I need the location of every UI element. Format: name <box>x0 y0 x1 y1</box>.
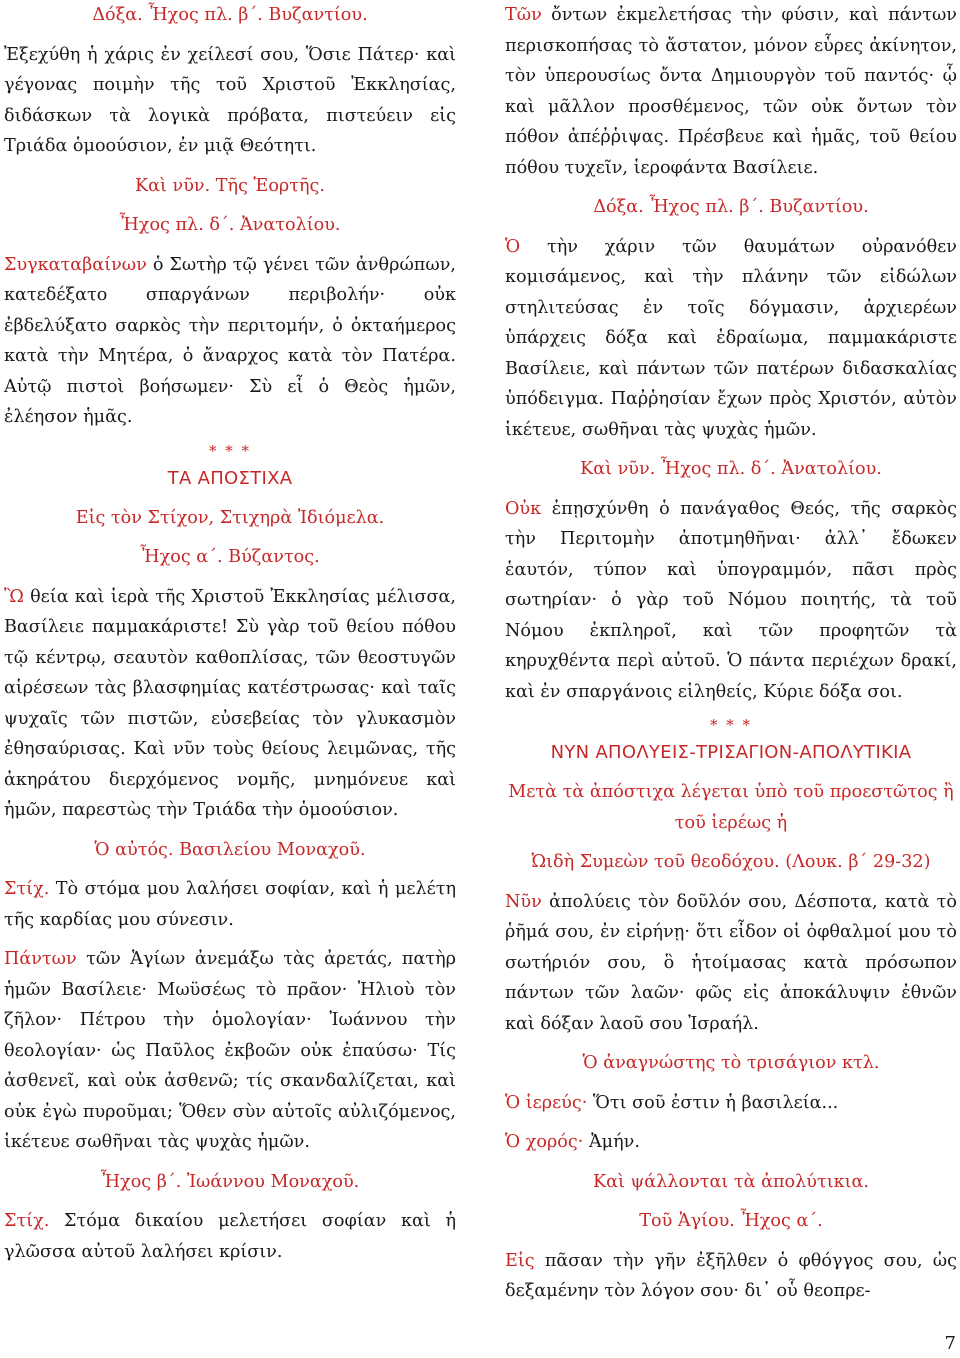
paragraph-text: ἐπῃσχύνθη ὁ πανάγαθος Θεός, τῆς σαρκὸς τὴν Περιτομὴν ἀποτμηθῆναι· ἀλλ᾽ ἔδωκεν ἑαυτόν, τύπον καὶ ὑπογραμμόν, πᾶσι πρὸς σωτηρίαν· ὁ γὰρ τοῦ Νόμου ποιητής, τὰ τοῦ Νόμου ἐκπληροῖ, καὶ τῶν προφητῶν τὰ κηρυχθέντα περὶ αὐτοῦ. Ὁ πάντα περιέχων δρακί, καὶ ἐν σπαργάνοις εἱληθείς, Κύριε δόξα σοι. <box>505 498 957 702</box>
initial-word: Οὐκ <box>505 498 542 519</box>
paragraph-text: ὁ Σωτὴρ τῷ γένει τῶν ἀνθρώπων, κατεδέξατο σπαργάνων περιβολήν· οὐκ ἐβδελύξατο σαρκὸς τὴν περιτομήν, ὁ ὀκταήμερος κατὰ τὴν Μητέρα, ὁ ἄναρχος κατὰ τὸν Πατέρα. Αὐτῷ πιστοὶ βοήσωμεν· Σὺ εἶ ὁ Θεὸς ἡμῶν, ἐλέησον ἡμᾶς. <box>4 254 456 427</box>
initial-word: Ὢ <box>4 586 24 607</box>
section-title: ΝΥΝ ΑΠΟΛΥΕΙΣ-ΤΡΙΣΑΓΙΟΝ-ΑΠΟΛΥΤΙΚΙΑ <box>550 742 912 763</box>
rubric-heading: Καὶ ψάλλονται τὰ ἀπολύτικια. <box>593 1171 869 1192</box>
hymn-paragraph <box>4 874 456 935</box>
paragraph-text: πᾶσαν τὴν γῆν ἐξῆλθεν ὁ φθόγγος σου, ὡς δεξαμένην τὸν λόγον σου· δι᾽ οὗ θεοπρε- <box>505 1250 957 1301</box>
rubric-heading: Δόξα. Ἦχος πλ. β´. Βυζαντίου. <box>92 5 368 25</box>
initial-word: Νῦν <box>505 891 542 912</box>
initial-word: Στίχ. <box>4 1211 50 1231</box>
hymn-paragraph <box>505 1246 957 1307</box>
rubric-heading: Ὁ αὐτός. Βασιλείου Μοναχοῦ. <box>94 839 366 860</box>
paragraph-text: Ἐξεχύθη ἡ χάρις ἐν χείλεσί σου, Ὅσιε Πάτερ· καὶ γέγονας ποιμὴν τῆς τοῦ Χριστοῦ Ἐκκλησίας, διδάσκων τὰ λογικὰ πρόβατα, πιστεύειν εἰς Τριάδα ὁμοούσιον, ἐν μιᾷ Θεότητι. <box>4 44 456 156</box>
right-column <box>505 0 957 1316</box>
paragraph-text: τῶν Ἁγίων ἀνεμάξω τὰς ἀρετάς, πατὴρ ἡμῶν Βασίλειε· Μωϋσέως τὸ πρᾶον· Ἠλιοὺ τὸν ζῆλον· Πέτρου τὴν ὁμολογίαν· Ἰωάννου τὴν θεολογίαν· ὡς Παῦλος ἐκβοῶν οὐκ ἐπαύσω· Τίς ἀσθενεῖ, καὶ οὐκ ἀσθενῶ; τίς σκανδαλίζεται, καὶ οὐκ ἐγὼ πυροῦμαι; Ὅθεν σὺν αὐτοῖς αὐλιζόμενος, ἱκέτευε σωθῆναι τὰς ψυχὰς ἡμῶν. <box>4 949 456 1152</box>
section-title: ΤΑ ΑΠΟΣΤΙΧΑ <box>167 467 293 489</box>
initial-word: Ὁ <box>505 236 521 257</box>
paragraph-text: Ἀμήν. <box>583 1132 640 1152</box>
rubric-heading: Εἰς τὸν Στίχον, Στιχηρὰ Ἰδιόμελα. <box>75 507 385 528</box>
hymn-paragraph <box>4 250 456 433</box>
initial-word: Συγκαταβαίνων <box>4 254 147 275</box>
left-column <box>4 0 456 1276</box>
initial-word: Τῶν <box>505 5 542 25</box>
paragraph-text: ὄντων ἐκμελετήσας τὴν φύσιν, καὶ πάντων περισκοπήσας τὸ ἄστατον, μόνον εὗρες ἀκίνητον, τὸν ὑπερουσίως ὄντα Δημιουργὸν τοῦ παντός· ᾧ καὶ μᾶλλον προσθέμενος, τῶν οὐκ ὄντων τὸν πόθον ἀπέῤῥιψας. Πρέσβευε καὶ ἡμᾶς, τοῦ θείου πόθου τυχεῖν, ἱεροφάντα Βασίλειε. <box>505 5 957 178</box>
hymn-paragraph <box>505 494 957 708</box>
hymn-paragraph <box>505 887 957 1040</box>
rubric-heading: Ἦχος α´. Βύζαντος. <box>140 547 320 567</box>
initial-word: Ὁ χορός· <box>505 1132 584 1152</box>
hymn-paragraph <box>505 1088 957 1119</box>
paragraph-text: Ὅτι σοῦ ἐστιν ἡ βασιλεία... <box>587 1092 839 1113</box>
initial-word: Εἰς <box>505 1250 535 1271</box>
rubric-heading: Μετὰ τὰ ἀπόστιχα λέγεται ὑπὸ τοῦ προεστῶτος ἢ τοῦ ἱερέως ἡ <box>508 782 954 833</box>
paragraph-text: Τὸ στόμα μου λαλήσει σοφίαν, καὶ ἡ μελέτη τῆς καρδίας μου σύνεσιν. <box>4 879 456 930</box>
rubric-heading: Τοῦ Ἁγίου. Ἦχος α´. <box>639 1211 823 1231</box>
hymn-paragraph <box>505 1127 957 1158</box>
rubric-heading: Ἦχος β´. Ἰωάννου Μοναχοῦ. <box>100 1171 360 1192</box>
hymn-paragraph <box>4 944 456 1158</box>
section-divider: * * * <box>709 716 753 734</box>
initial-word: Στίχ. <box>4 879 50 899</box>
paragraph-text: θεία καὶ ἱερὰ τῆς Χριστοῦ Ἐκκλησίας μέλισσα, Βασίλειε παμμακάριστε! Σὺ γὰρ τοῦ θείου πόθου τῷ κέντρῳ, σεαυτὸν καθοπλίσας, τῶν θεοστυγῶν αἱρέσεων τὰς βλασφημίας κατέστρωσας· καὶ ταῖς ψυχαῖς τῶν πιστῶν, εὐσεβείας τὸν γλυκασμὸν ἐθησαύρισας. Καὶ νῦν τοὺς θείους λειμῶνας, τῆς ἀκηράτου διερχόμενος νομῆς, μνημόνευε καὶ ἡμῶν, παρεστὼς τὴν Τριάδα τὴν ὁμοούσιον. <box>4 586 456 820</box>
hymn-paragraph <box>505 232 957 446</box>
rubric-heading: Ὁ ἀναγνώστης τὸ τρισάγιον κτλ. <box>582 1053 880 1073</box>
hymn-paragraph <box>4 40 456 162</box>
rubric-heading: Δόξα. Ἦχος πλ. β´. Βυζαντίου. <box>593 197 869 217</box>
rubric-heading: Ὠιδὴ Συμεὼν τοῦ θεοδόχου. (Λουκ. β´ 29-32) <box>531 852 931 872</box>
hymn-paragraph <box>4 1206 456 1267</box>
paragraph-text: Στόμα δικαίου μελετήσει σοφίαν καὶ ἡ γλῶσσα αὐτοῦ λαλήσει κρίσιν. <box>4 1211 456 1262</box>
hymn-paragraph <box>4 582 456 826</box>
section-divider: * * * <box>208 441 252 460</box>
rubric-heading: Καὶ νῦν. Τῆς Ἑορτῆς. <box>135 175 325 196</box>
paragraph-text: τὴν χάριν τῶν θαυμάτων οὐρανόθεν κομισάμενος, καὶ τὴν πλάνην τῶν εἰδώλων στηλιτεύσας ἐν τοῖς δόγμασιν, ἀρχιερέων ὑπάρχεις δόξα καὶ ἑδραίωμα, παμμακάριστε Βασίλειε, καὶ πάντων τῶν πατέρων διδασκαλίας ὑπόδειγμα. Παῤῥησίαν ἔχων πρὸς Χριστόν, αὐτὸν ἱκέτευε, σωθῆναι τὰς ψυχὰς ἡμῶν. <box>505 236 957 440</box>
initial-word: Ὁ ἱερεύς· <box>505 1092 588 1113</box>
paragraph-text: ἀπολύεις τὸν δοῦλόν σου, Δέσποτα, κατὰ τὸ ῥῆμά σου, ἐν εἰρήνῃ· ὅτι εἶδον οἱ ὀφθαλμοί μου τὸ σωτήριόν σου, ὃ ἡτοίμασας κατὰ πρόσωπον πάντων τῶν λαῶν· φῶς εἰς ἀποκάλυψιν ἐθνῶν καὶ δόξαν λαοῦ σου Ἰσραήλ. <box>505 891 957 1034</box>
rubric-heading: Ἦχος πλ. δ´. Ἀνατολίου. <box>119 215 341 235</box>
rubric-heading: Καὶ νῦν. Ἦχος πλ. δ´. Ἀνατολίου. <box>580 459 882 479</box>
hymn-paragraph <box>505 0 957 183</box>
initial-word: Πάντων <box>4 949 77 969</box>
page-number: 7 <box>944 1333 956 1354</box>
